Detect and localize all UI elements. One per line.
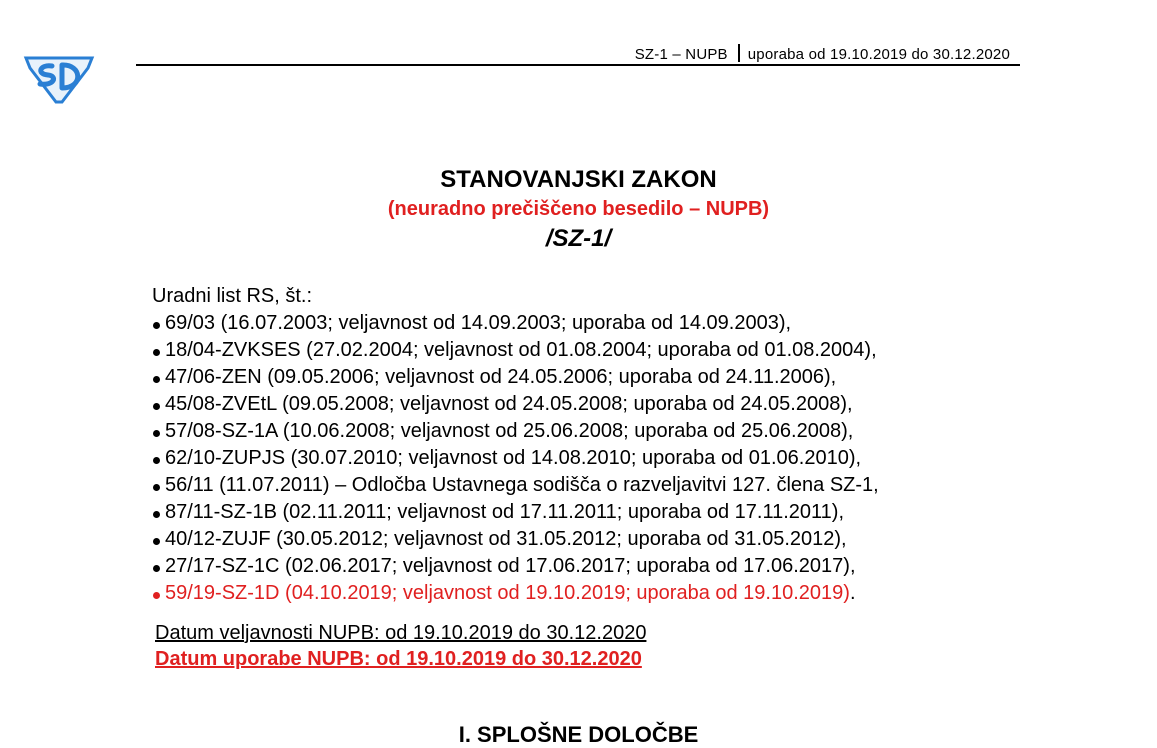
validity-date: Datum veljavnosti NUPB: od 19.10.2019 do 30.12.2020 [155,622,647,644]
document-title: STANOVANJSKI ZAKON [440,166,717,193]
gazette-entry: 18/04-ZVKSES (27.02.2004; veljavnost od 01.08.2004; uporaba od 01.08.2004), [152,337,879,364]
gazette-entry: 40/12-ZUJF (30.05.2012; veljavnost od 31.05.2012; uporaba od 31.05.2012), [152,526,879,553]
gazette-entries [152,310,879,607]
bullet-icon [153,349,160,356]
gazette-list [152,283,879,607]
gazette-entry: 69/03 (16.07.2003; veljavnost od 14.09.2003; uporaba od 14.09.2003), [152,310,879,337]
bullet-icon [153,592,160,599]
gazette-entry: 62/10-ZUPJS (30.07.2010; veljavnost od 14.08.2010; uporaba od 01.06.2010), [152,445,879,472]
bullet-icon [153,484,160,491]
bullet-icon [153,376,160,383]
nupb-dates [155,620,646,672]
gazette-entry: 87/11-SZ-1B (02.11.2011; veljavnost od 17.11.2011; uporaba od 17.11.2011), [152,499,879,526]
bullet-icon [153,538,160,545]
gazette-entry: 47/06-ZEN (09.05.2006; veljavnost od 24.05.2006; uporaba od 24.11.2006), [152,364,879,391]
gazette-entry: 27/17-SZ-1C (02.06.2017; veljavnost od 17.06.2017; uporaba od 17.06.2017), [152,553,879,580]
header-text [635,44,1010,63]
sd-shield-logo [22,48,96,104]
page-header [136,44,1020,66]
gazette-entry-latest: 59/19-SZ-1D (04.10.2019; veljavnost od 19.10.2019; uporaba od 19.10.2019). [152,580,879,607]
gazette-entry: 56/11 (11.07.2011) – Odločba Ustavnega sodišča o razveljavitvi 127. člena SZ-1, [152,472,879,499]
header-usage: uporaba od 19.10.2019 do 30.12.2020 [747,46,1010,63]
header-code: SZ-1 – NUPB [634,46,728,63]
bullet-icon [153,457,160,464]
header-separator [738,44,740,62]
bullet-icon [153,322,160,329]
section-heading: I. SPLOŠNE DOLOČBE [458,722,699,747]
document-subtitle: (neuradno prečiščeno besedilo – NUPB) [387,198,770,220]
gazette-entry: 57/08-SZ-1A (10.06.2008; veljavnost od 25.06.2008; uporaba od 25.06.2008), [152,418,879,445]
gazette-label: Uradni list RS, št.: [152,285,313,307]
bullet-icon [153,511,160,518]
bullet-icon [153,430,160,437]
gazette-entry: 45/08-ZVEtL (09.05.2008; veljavnost od 24.05.2008; uporaba od 24.05.2008), [152,391,879,418]
usage-date: Datum uporabe NUPB: od 19.10.2019 do 30.12.2020 [155,648,642,670]
bullet-icon [153,403,160,410]
document-abbreviation: /SZ-1/ [545,225,612,252]
bullet-icon [153,565,160,572]
